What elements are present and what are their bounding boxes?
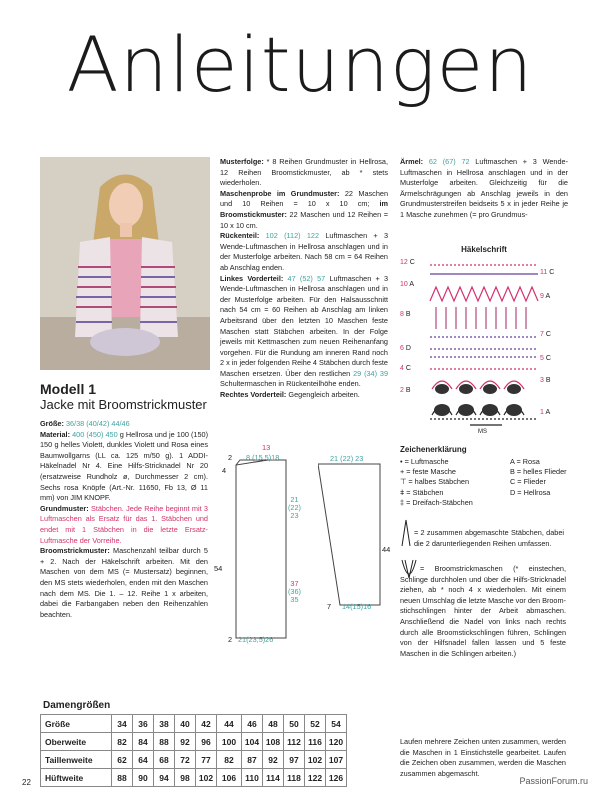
sizes-row bbox=[41, 769, 347, 787]
measure-label: 13 bbox=[262, 443, 271, 452]
legend-color: A = Rosa bbox=[510, 457, 540, 466]
sizes-row-label: Oberweite bbox=[41, 733, 112, 751]
legend-title: Zeichenerklärung bbox=[400, 445, 467, 454]
sizes-cell: 120 bbox=[326, 733, 347, 751]
legend-color: B = helles Flieder bbox=[510, 467, 567, 477]
sizes-row-label: Taillenweite bbox=[41, 751, 112, 769]
row-number: 10 bbox=[400, 281, 408, 288]
sizes-cell: 82 bbox=[112, 733, 133, 751]
legend-item-text: = feste Masche bbox=[406, 467, 456, 477]
measure-label: 21(23,5)26 bbox=[238, 635, 274, 644]
row-number: 3 bbox=[540, 377, 544, 384]
row-number: 11 bbox=[540, 269, 548, 276]
sizes-row-label: Hüftweite bbox=[41, 769, 112, 787]
legend-colors bbox=[510, 457, 580, 498]
sizes-cell: 110 bbox=[242, 769, 263, 787]
row-color: C bbox=[545, 331, 551, 338]
size-value: (67) bbox=[442, 157, 456, 166]
grundmuster-text: Stäbchen. Jede Reihe beginnt mit 3 Luftmaschen als Ersatz für das 1. Stäbchen und endet mit 1 Stäbchen in die letzte Ersatz-Luftmasche der Vorreihe. bbox=[40, 503, 208, 545]
size-value: 57 bbox=[317, 273, 326, 283]
size-value: 62 bbox=[428, 157, 437, 166]
sizes-cell: 90 bbox=[133, 769, 154, 787]
decrease-icon bbox=[400, 516, 412, 550]
row-number: 4 bbox=[400, 365, 404, 372]
rechtes-vorderteil-text: Gegengleich arbeiten. bbox=[288, 390, 360, 400]
sizes-table-wrap bbox=[40, 714, 347, 787]
material-label: Material: bbox=[40, 429, 71, 439]
size-value: 450 bbox=[105, 429, 118, 439]
row-color: C bbox=[545, 355, 551, 362]
measure-label: 8 (15,5)18 bbox=[246, 453, 280, 462]
row-color: A bbox=[545, 409, 551, 416]
linkes-vorderteil-text: Schultermaschen in Rückenteilhöhe enden. bbox=[220, 379, 361, 389]
measure-value: 21 bbox=[290, 495, 299, 504]
size-value: (450) bbox=[86, 429, 104, 439]
size-value: (52) bbox=[299, 273, 313, 283]
sizes-title: Damengrößen bbox=[43, 700, 111, 711]
sizes-cell: 54 bbox=[326, 715, 347, 733]
measure-label bbox=[288, 496, 301, 520]
half-double-icon: ⊤ bbox=[400, 477, 407, 487]
row-number: 1 bbox=[540, 409, 544, 416]
maschenprobe2-text: 22 Maschen und 12 Reihen = 10 x 10 cm. bbox=[220, 209, 388, 230]
size-value: (34) bbox=[364, 368, 378, 378]
sizes-cell: 92 bbox=[175, 733, 196, 751]
sizes-cell: 97 bbox=[284, 751, 305, 769]
legend-item-text: = halbes Stäbchen bbox=[408, 477, 470, 487]
aermel-label: Ärmel: bbox=[400, 157, 424, 166]
size-value: 39 bbox=[379, 368, 389, 378]
sizes-cell: 116 bbox=[305, 733, 326, 751]
aermel-text: Luftmaschen + 3 Wende-Luftmaschen in Hellrosa anschlagen und in der Musterfolge arbeiten. Gleichzeitig für die Ärmelschrägungen ab Anschlag jeweils in den Grundmusterstreifen beidseits 5 x in jeder Reihe je 1 Masche zunehmen (= pro Grundmus- bbox=[400, 157, 568, 219]
sizes-cell: 88 bbox=[154, 733, 175, 751]
sizes-cell: 94 bbox=[154, 769, 175, 787]
row-number: 8 bbox=[400, 311, 404, 318]
sizes-cell: 108 bbox=[263, 733, 284, 751]
legend-decrease-text: = 2 zusammen abgemaschte Stäbchen, dabei die 2 darunterliegenden Reihen umfassen. bbox=[414, 528, 564, 548]
legend-item bbox=[400, 488, 508, 498]
measure-label: 21 (22) 23 bbox=[330, 454, 364, 463]
broomstrick-label: Broomstrickmuster: bbox=[40, 546, 110, 556]
sizes-cell: 40 bbox=[175, 715, 196, 733]
crochet-chart bbox=[398, 257, 568, 437]
row-number: 5 bbox=[540, 355, 544, 362]
measure-value: 23 bbox=[290, 511, 299, 520]
size-value: 29 bbox=[353, 368, 362, 378]
legend-broomstick-text: = Broomstrickmaschen (* einstechen, Schlinge durchholen und über die Hilfs-Stricknadel ziehen, ab * noch 4 x wiederholen. Mit einem neuen Umschlag die letzte Masche vor den Broom-stichschlingen hinter der Arbeit abmaschen. Anschließend die Nadel von links nach rechts durch alle Broomstickschlingen führen, Schlingen von der Hilfsnadel fallen lassen und 5 feste Maschen in die Schlingen arbeiten.) bbox=[400, 564, 566, 658]
watermark: PassionForum.ru bbox=[519, 776, 588, 786]
sizes-cell: 87 bbox=[242, 751, 263, 769]
triple-crochet-icon: ‡ bbox=[400, 497, 405, 507]
rechtes-vorderteil-label: Rechtes Vorderteil: bbox=[220, 390, 287, 400]
size-value: 102 bbox=[265, 231, 278, 241]
row-number: 7 bbox=[540, 331, 544, 338]
size-value: 400 bbox=[72, 429, 85, 439]
right-column-text bbox=[400, 157, 568, 221]
row-number: 12 bbox=[400, 259, 408, 266]
sizes-cell: 38 bbox=[154, 715, 175, 733]
sizes-cell: 84 bbox=[133, 733, 154, 751]
schematic-front bbox=[210, 440, 310, 650]
sizes-cell: 100 bbox=[217, 733, 242, 751]
musterfolge-label: Musterfolge: bbox=[220, 157, 264, 166]
sizes-cell: 92 bbox=[263, 751, 284, 769]
sizes-cell: 72 bbox=[175, 751, 196, 769]
sizes-table bbox=[40, 714, 347, 787]
sizes-cell: 112 bbox=[284, 733, 305, 751]
sizes-cell: 82 bbox=[217, 751, 242, 769]
sizes-cell: 102 bbox=[196, 769, 217, 787]
material-text: g Hellrosa und je 100 (150) 150 g helles Violett, dunkles Violett und Rosa eines Baumwollgarns (LL ca. 125 m/50 g). 1 ADDI-Häkelnadel Nr 4. Eine Hilfs-Stricknadel Nr 20 (ersatzweise Rundholz ø, Durchmesser 2 cm). Sechs rosa Knöpfe (Art.-Nr. 11650, Fb 13, Ø 11 mm) von JIM KNOPF. bbox=[40, 429, 208, 503]
sizes-cell: 62 bbox=[112, 751, 133, 769]
schematic-sleeve bbox=[318, 450, 398, 620]
chart-title: Häkelschrift bbox=[461, 245, 507, 254]
size-value: (112) bbox=[284, 231, 301, 241]
size-value: 44/46 bbox=[111, 419, 130, 428]
page-title: Anleitungen bbox=[66, 20, 534, 109]
row-color: A bbox=[409, 281, 415, 288]
row-color: A bbox=[545, 293, 551, 300]
measure-value: (36) bbox=[288, 587, 301, 596]
sizes-cell: 46 bbox=[242, 715, 263, 733]
legend-item-text: = Luftmasche bbox=[404, 457, 449, 466]
groesse-label: Größe: bbox=[40, 419, 64, 428]
measure-value: 37 bbox=[290, 579, 299, 588]
measure-label: 7 bbox=[327, 602, 332, 611]
ms-label: MS bbox=[478, 429, 487, 435]
legend-note: Laufen mehrere Zeichen unten zusammen, werden die Maschen in 1 Einstichstelle gearbeitet. Laufen die Zeichen oben zusammen, werden die Maschen zusammen abgemascht. bbox=[400, 737, 566, 778]
sizes-row bbox=[41, 715, 347, 733]
size-value: 72 bbox=[461, 157, 470, 166]
maschenprobe-text: 22 Maschen und 10 Reihen = 10 x 10 cm; bbox=[220, 188, 388, 209]
single-crochet-icon: + bbox=[400, 467, 405, 477]
row-color: D bbox=[405, 345, 411, 352]
left-column-text bbox=[40, 419, 208, 620]
measure-label bbox=[288, 580, 301, 604]
measure-label: 44 bbox=[382, 545, 391, 554]
size-value: 36/38 bbox=[65, 419, 85, 428]
measure-value: 35 bbox=[290, 595, 299, 604]
sizes-cell: 122 bbox=[305, 769, 326, 787]
row-color: B bbox=[545, 377, 551, 384]
sizes-cell: 107 bbox=[326, 751, 347, 769]
row-color: B bbox=[405, 387, 411, 394]
rueckenteil-text: Luftmaschen + 3 Wende-Luftmaschen in Hellrosa anschlagen und in der Musterfolge arbeiten. Nach 58 cm = 64 Reihen ab Anschlag enden. bbox=[220, 231, 388, 272]
sizes-cell: 64 bbox=[133, 751, 154, 769]
sizes-cell: 114 bbox=[263, 769, 284, 787]
sizes-cell: 36 bbox=[133, 715, 154, 733]
sizes-cell: 104 bbox=[242, 733, 263, 751]
row-color: B bbox=[405, 311, 411, 318]
size-value: 47 bbox=[287, 273, 296, 283]
sizes-cell: 98 bbox=[175, 769, 196, 787]
maschenprobe2-label: im Broomstickmuster: bbox=[220, 199, 388, 219]
sizes-table-body bbox=[41, 715, 347, 787]
measure-marker bbox=[228, 453, 232, 462]
measure-label: 4 bbox=[222, 466, 227, 475]
sizes-cell: 52 bbox=[305, 715, 326, 733]
schematic-sleeve-svg bbox=[318, 450, 398, 620]
legend-item-text: = Stäbchen bbox=[406, 487, 444, 497]
row-color: C bbox=[405, 365, 411, 372]
measure-value: (22) bbox=[288, 503, 301, 512]
sizes-cell: 42 bbox=[196, 715, 217, 733]
sizes-cell: 50 bbox=[284, 715, 305, 733]
sizes-row bbox=[41, 733, 347, 751]
row-number: 9 bbox=[540, 293, 544, 300]
linkes-vorderteil-text: Luftmaschen + 3 Wende-Luftmaschen in Hellrosa anschlagen und in der Musterfolge arbeiten. Für den Halsausschnitt nach 54 cm = 60 Reihen ab Anschlag am linken Arbeitsrand über den letzten 10 Maschen feste Maschen statt Stäbchen arbeiten. In der Folge jeweils mit Kettmaschen zum neuen Reihenanfang vorgehen. Für die Rundung am inneren Rand noch 2 x in jeder folgenden Reihe 4 Stäbchen durch feste Maschen ersetzen. Über den restlichen bbox=[220, 273, 389, 378]
legend-item bbox=[400, 477, 508, 487]
maschenprobe-label: Maschenprobe im Grundmuster: bbox=[220, 188, 340, 198]
measure-label: 54 bbox=[214, 564, 223, 573]
middle-column-text bbox=[220, 157, 388, 401]
row-color: C bbox=[409, 259, 415, 266]
model-photo bbox=[40, 157, 210, 370]
sizes-cell: 68 bbox=[154, 751, 175, 769]
measure-value: 2 bbox=[228, 453, 233, 462]
sizes-cell: 48 bbox=[263, 715, 284, 733]
sizes-cell: 77 bbox=[196, 751, 217, 769]
broomstrick-text: Maschenzahl teilbar durch 5 + 2. Nach der Häkelschrift arbeiten. Mit den Maschen von dem MS (= Mustersatz) beginnen, den MS stets wiederholen, enden mit den Maschen nach dem MS. Die 1. – 12. Reihe 1 x arbeiten, dabei die Farbangaben neben den Reihenzahlen beachten. bbox=[40, 546, 208, 619]
sizes-cell: 88 bbox=[112, 769, 133, 787]
model-subtitle: Jacke mit Broomstrickmuster bbox=[40, 397, 207, 412]
measure-marker: 2 bbox=[228, 635, 233, 644]
sizes-cell: 126 bbox=[326, 769, 347, 787]
legend-item bbox=[400, 467, 508, 477]
legend-item bbox=[400, 457, 508, 467]
sizes-cell: 96 bbox=[196, 733, 217, 751]
sizes-cell: 34 bbox=[112, 715, 133, 733]
sizes-row bbox=[41, 751, 347, 769]
page-number: 22 bbox=[22, 778, 31, 787]
legend-color: C = Flieder bbox=[510, 477, 546, 487]
rueckenteil-label: Rückenteil: bbox=[220, 231, 260, 241]
double-crochet-icon: ǂ bbox=[400, 487, 405, 497]
legend-item-text: = Dreifach-Stäbchen bbox=[406, 497, 473, 507]
chain-stitch-icon: • bbox=[400, 457, 403, 466]
grundmuster-label: Grundmuster: bbox=[40, 503, 89, 513]
musterfolge-text: * 8 Reihen Grundmuster in Hellrosa, 12 Reihen Broomstickmuster, ab * stets wiederholen. bbox=[220, 157, 388, 188]
size-value: 122 bbox=[306, 231, 320, 241]
sizes-cell: 118 bbox=[284, 769, 305, 787]
measure-label: 14(15)16 bbox=[342, 602, 372, 611]
row-number: 6 bbox=[400, 345, 404, 352]
row-color: C bbox=[549, 269, 555, 276]
sizes-cell: 106 bbox=[217, 769, 242, 787]
legend-color: D = Hellrosa bbox=[510, 487, 551, 497]
model-heading: Modell 1 bbox=[40, 381, 97, 397]
size-value: (40/42) bbox=[86, 419, 110, 428]
linkes-vorderteil-label: Linkes Vorderteil: bbox=[220, 273, 284, 283]
sizes-cell: 102 bbox=[305, 751, 326, 769]
sizes-row-label: Größe bbox=[41, 715, 112, 733]
legend-item bbox=[400, 498, 508, 508]
row-number: 2 bbox=[400, 387, 404, 394]
sizes-cell: 44 bbox=[217, 715, 242, 733]
legend-symbols bbox=[400, 457, 508, 508]
